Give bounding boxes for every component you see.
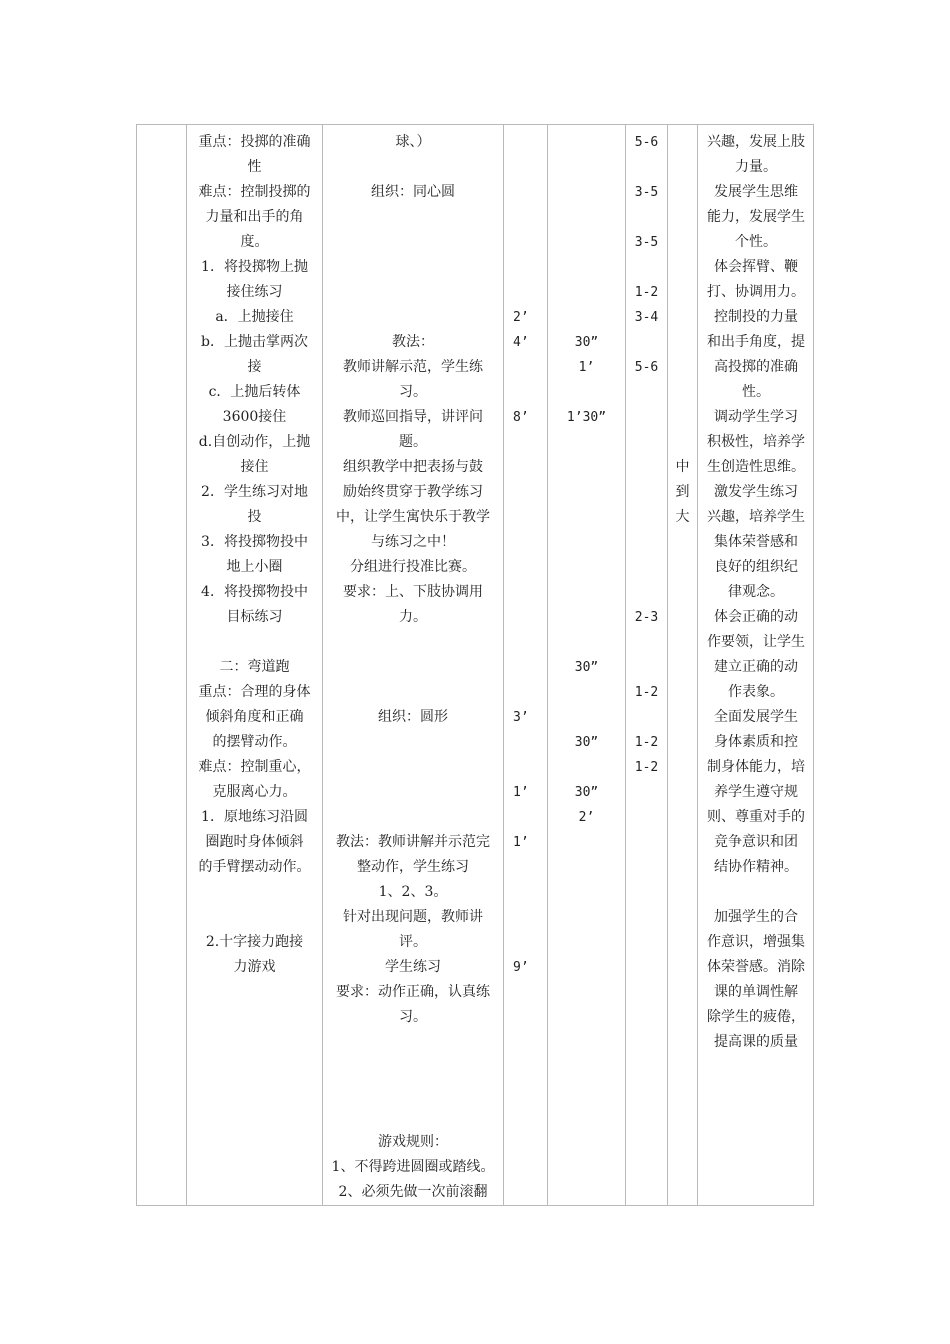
purpose-line: 积极性，培养学 [707,434,805,450]
content-line: 克服离心力。 [212,784,297,800]
purpose-line: 竞争意识和团 [714,834,798,850]
purpose-line: 作要领，让学生 [707,634,805,650]
purpose-line: 性。 [742,384,770,400]
purpose-line: 作表象。 [728,684,784,700]
method-line: 教法：教师讲解并示范完 [336,834,490,850]
time-line: 3’ [513,710,529,725]
method-line: 教法： [392,334,434,350]
time-line: 8’ [513,410,529,425]
purpose-line: 加强学生的合 [714,909,798,925]
content-line: 度。 [240,234,269,250]
method-line: 1、2、3。 [378,884,448,900]
method-line: 游戏规则： [378,1134,448,1150]
method-line: 题。 [399,434,427,450]
time-line: 9’ [513,960,529,975]
purpose-line: 则、尊重对手的 [707,809,805,825]
purpose-line: 激发学生练习 [714,484,798,500]
reps-line: 1-2 [634,735,659,750]
purpose-line: 个性。 [735,234,777,250]
content-line: 二：弯道跑 [219,659,290,675]
purpose-line: 身体素质和控 [714,734,798,750]
content-line: 目标练习 [226,609,283,625]
purpose-line: 全面发展学生 [714,709,798,725]
purpose-line: 提高课的质量 [714,1034,798,1050]
purpose-line: 高投掷的准确 [714,359,798,375]
reps-line: 1-2 [634,760,659,775]
method-line: 习。 [399,1009,427,1025]
duration-line: 2’ [578,810,595,825]
time-column [504,125,547,1205]
content-line: 3．将投掷物投中 [201,534,308,550]
intensity-line: 中 [675,459,690,475]
reps-line: 1-2 [634,285,659,300]
purpose-line: 体会正确的动 [714,609,798,625]
content-line: 接住 [240,459,269,475]
content-line: 4．将投掷物投中 [201,584,308,600]
duration-line: 1’ [578,360,595,375]
content-line: 的摆臂动作。 [212,734,297,750]
purpose-line: 课的单调性解 [714,984,798,1000]
intensity-line: 大 [675,509,690,525]
purpose-line: 建立正确的动 [714,659,798,675]
method-line: 学生练习 [385,959,441,975]
content-line: 接 [247,359,262,375]
intensity-column [668,125,697,1205]
content-line: 圈跑时身体倾斜 [205,834,304,850]
content-line: 力量和出手的角 [205,209,304,225]
reps-line: 2-3 [634,610,659,625]
method-line: 与练习之中！ [371,534,455,550]
duration-line: 30” [574,660,599,675]
purpose-line: 控制投的力量 [714,309,798,325]
content-line: 难点：控制投掷的 [198,184,311,200]
method-line: 分组进行投准比赛。 [350,559,476,575]
purpose-line: 和出手角度，提 [707,334,805,350]
reps-line: 1-2 [634,685,659,700]
content-line: 2.十字接力跑接 [205,934,304,950]
purpose-line: 除学生的疲倦， [707,1009,805,1025]
content-line: 的手臂摆动动作。 [198,859,311,875]
reps-line: 3-5 [634,235,659,250]
method-line: 要求：上、下肢协调用 [343,584,483,600]
purpose-line: 体会挥臂、鞭 [714,259,798,275]
content-line: 2．学生练习对地 [201,484,308,500]
content-line: 难点：控制重心， [198,759,311,775]
reps-line: 3-4 [634,310,659,325]
reps-line: 5-6 [634,360,659,375]
method-line: 要求：动作正确，认真练 [336,984,490,1000]
content-line: 3600接住 [222,409,287,425]
content-line: 1．将投掷物上抛 [201,259,308,275]
content-line: b．上抛击掌两次 [201,334,308,350]
content-line: c．上抛后转体 [208,384,301,400]
purpose-line: 养学生遵守规 [714,784,798,800]
content-column [187,125,322,1205]
purpose-line: 兴趣，发展上肢 [707,134,805,150]
content-line: 投 [247,509,262,525]
time-line: 4’ [513,335,529,350]
purpose-line: 能力，发展学生 [707,209,805,225]
method-line: 组织：圆形 [378,709,448,725]
purpose-line: 打、协调用力。 [707,284,805,300]
method-line: 教师讲解示范，学生练 [343,359,483,375]
content-line: 接住练习 [226,284,283,300]
content-line: 性 [247,159,262,175]
content-line: 1．原地练习沿圆 [201,809,308,825]
duration-line: 1’30” [566,410,607,425]
content-line: 地上小圈 [226,559,283,575]
reps-line: 3-5 [634,185,659,200]
purpose-line: 力量。 [735,159,777,175]
method-line: 组织：同心圆 [371,184,455,200]
content-line: 倾斜角度和正确 [205,709,304,725]
purpose-line: 作意识，增强集 [707,934,805,950]
method-line: 组织教学中把表扬与鼓 [343,459,483,475]
purpose-line: 调动学生学习 [714,409,798,425]
purpose-line: 律观念。 [728,584,784,600]
content-line: 重点：合理的身体 [198,684,311,700]
purpose-line: 集体荣誉感和 [714,534,798,550]
method-line: 球、） [395,134,431,150]
reps-column [626,125,667,1205]
content-line: 力游戏 [233,959,276,975]
purpose-line: 制身体能力，培 [707,759,805,775]
method-line: 力。 [399,609,427,625]
purpose-column [698,125,814,1205]
purpose-line: 结协作精神。 [714,859,798,875]
purpose-line: 发展学生思维 [714,184,798,200]
method-line: 习。 [399,384,427,400]
time-line: 1’ [513,785,529,800]
intensity-line: 到 [675,484,690,500]
method-line: 教师巡回指导，讲评问 [343,409,483,425]
method-line: 评。 [399,934,427,950]
content-line: 重点：投掷的准确 [198,134,311,150]
lesson-plan-table [136,124,814,1206]
method-line: 针对出现问题，教师讲 [343,909,483,925]
reps-line: 5-6 [634,135,659,150]
method-column [323,125,503,1205]
time-line: 2’ [513,310,529,325]
content-line: a．上抛接住 [215,309,294,325]
method-line: 中，让学生寓快乐于教学 [336,509,490,525]
method-line: 整动作，学生练习 [357,859,469,875]
duration-line: 30” [574,785,599,800]
purpose-line: 体荣誉感。消除 [707,959,805,975]
duration-line: 30” [574,735,599,750]
method-line: 1、不得跨进圆圈或踏线。 [331,1159,495,1175]
method-line: 励始终贯穿于教学练习 [343,484,483,500]
time-line: 1’ [513,835,529,850]
duration-line: 30” [574,335,599,350]
purpose-line: 生创造性思维。 [707,459,805,475]
purpose-line: 良好的组织纪 [714,559,798,575]
duration-column [548,125,625,1205]
method-line: 2、必须先做一次前滚翻 [338,1184,488,1200]
content-line: d.自创动作，上抛 [198,434,311,450]
purpose-line: 兴趣，培养学生 [707,509,805,525]
